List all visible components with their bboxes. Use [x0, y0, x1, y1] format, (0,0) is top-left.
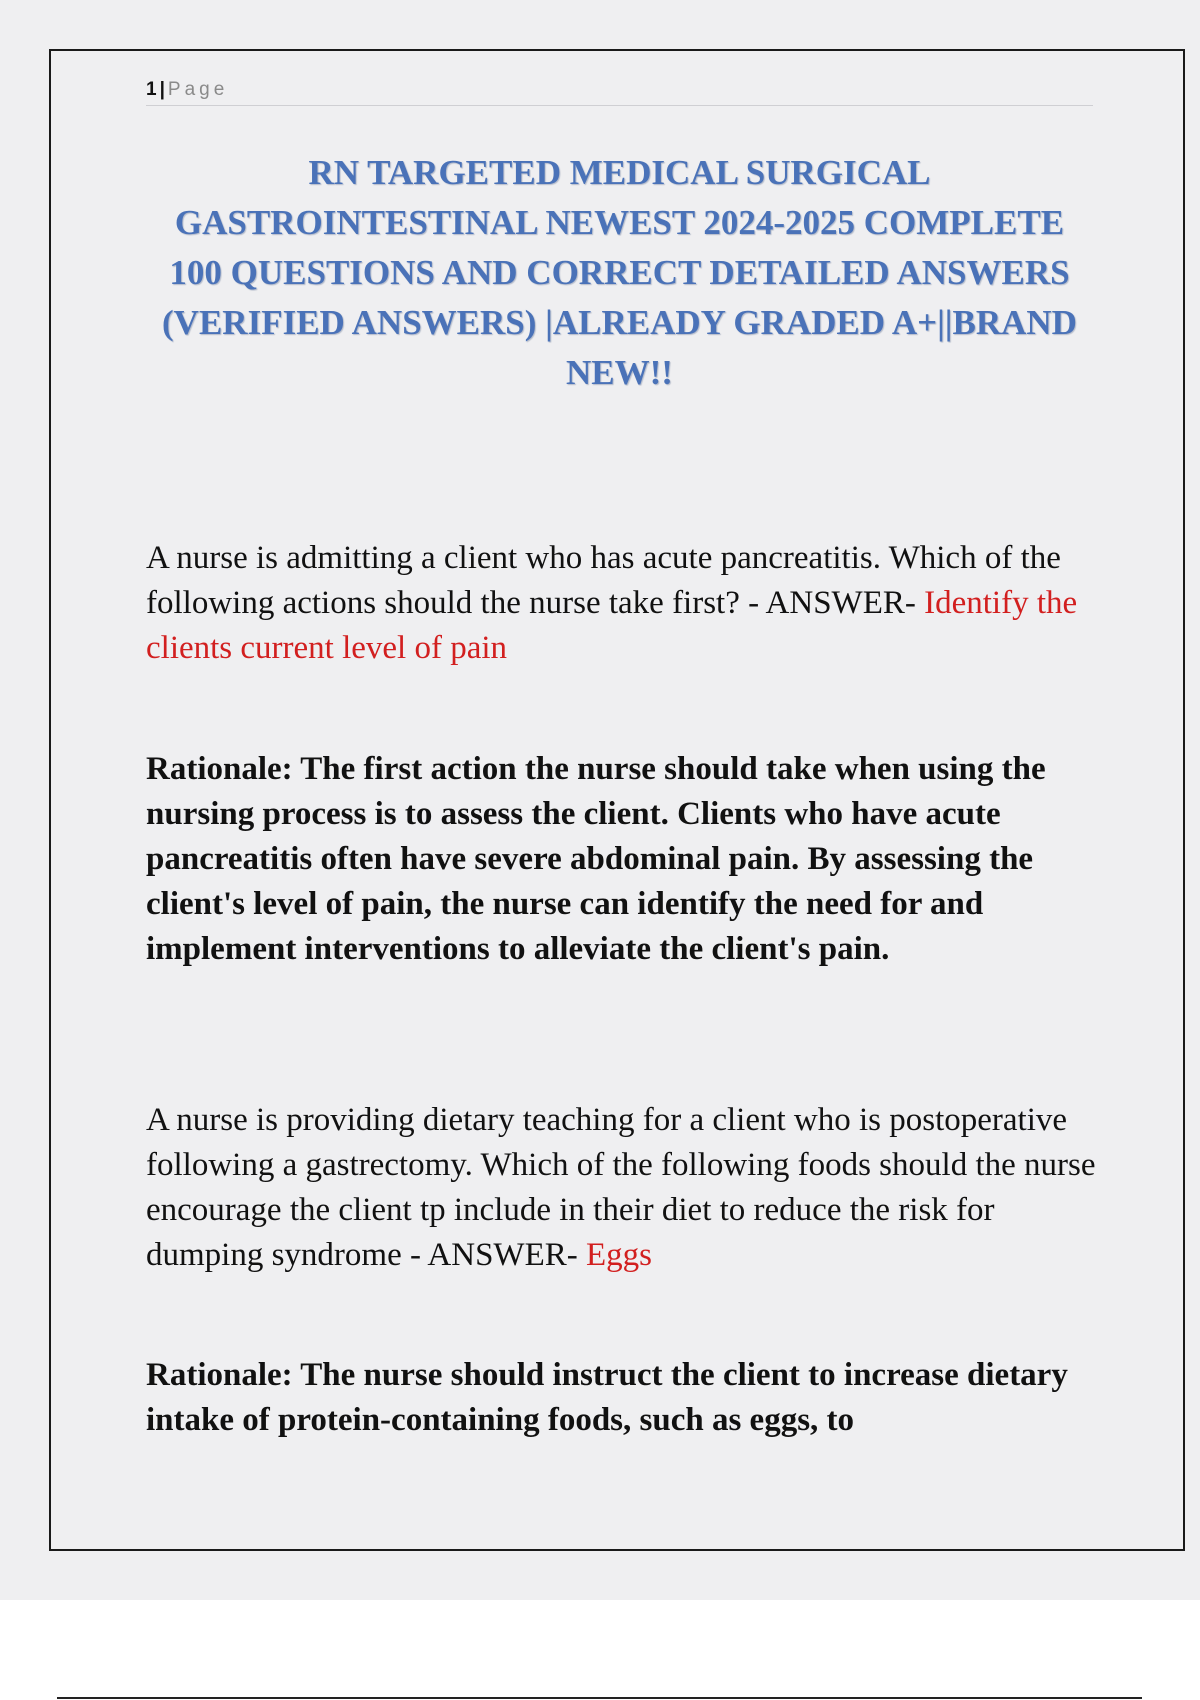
question-1-text: A nurse is admitting a client who has acute pancreatitis. Which of the following actions should the nurse take first? - ANSWER-: [146, 540, 1061, 621]
question-2-answer: Eggs: [585, 1237, 652, 1273]
document-page: [49, 49, 1185, 1551]
question-1-answer: Identify the clients current level of pain: [146, 585, 1078, 666]
question-2: [146, 1098, 1106, 1278]
rationale-1: Rationale: The first action the nurse should take when using the nursing process is to assess the client. Clients who have acute pancreatitis often have severe abdominal pain. By assessing the client's level of pain, the nurse can identify the need for and implement interventions to alleviate the client's pain.: [146, 751, 1046, 967]
page-label: Page: [167, 79, 229, 100]
next-page-divider: [57, 1697, 1142, 1699]
question-1: [146, 536, 1106, 671]
page-number: 1: [146, 79, 157, 100]
page-header-separator: |: [159, 79, 165, 100]
document-title: RN TARGETED MEDICAL SURGICAL GASTROINTESTINAL NEWEST 2024-2025 COMPLETE 100 QUESTIONS AND CORRECT DETAILED ANSWERS (VERIFIED ANSWERS) |ALREADY GRADED A+||BRAND NEW!!: [162, 153, 1077, 392]
page-header: [146, 75, 1093, 106]
rationale-2: Rationale: The nurse should instruct the client to increase dietary intake of protein-containing foods, such as eggs, to: [146, 1357, 1068, 1438]
question-2-text: A nurse is providing dietary teaching for a client who is postoperative following a gastrectomy. Which of the following foods should the nurse encourage the client tp include in their diet to reduce the risk for dumping syndrome - ANSWER-: [146, 1102, 1096, 1273]
